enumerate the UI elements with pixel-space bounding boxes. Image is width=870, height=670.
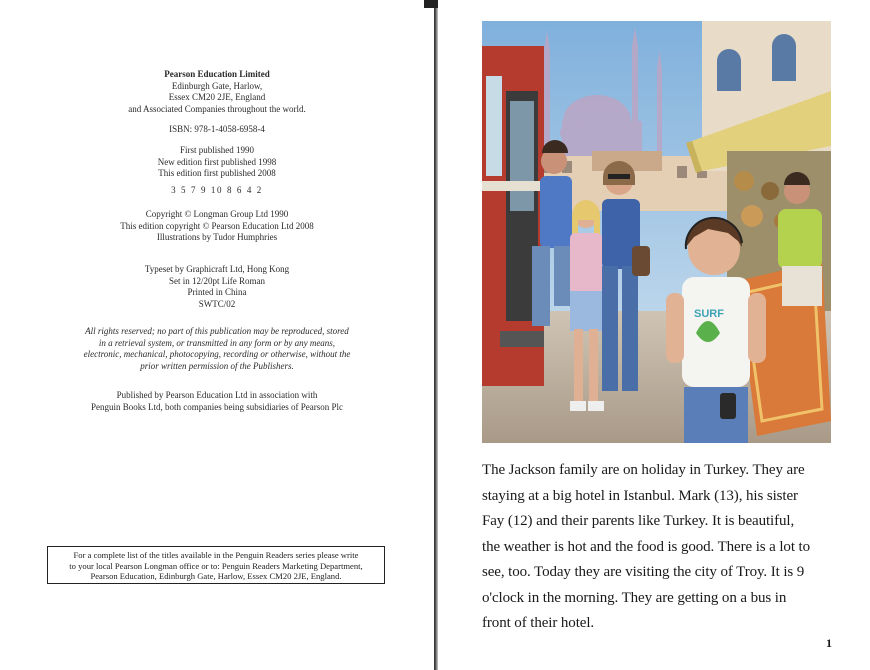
edition-line: First published 1990 [179,145,254,155]
story-line: Fay (12) and their parents like Turkey. It is beautiful, [482,513,795,529]
story-line: The Jackson family are on holiday in Turkey. They are [482,462,805,478]
story-line: see, too. Today they are visiting the city of Troy. It is 9 [482,564,805,580]
story-line: o'clock in the morning. They are getting on a bus in [482,589,787,606]
rights-line: prior written permission of the Publishers. [140,360,294,371]
typeset-block [40,264,394,310]
shirt-text: SURF [694,308,724,320]
story-line: staying at a big hotel in Istanbul. Mark (13), his sister [482,487,798,504]
typeset-line: Printed in China [187,287,247,297]
edition-line: New edition first published 1998 [157,156,277,167]
published-line: Published by Pearson Education Ltd in association with [116,390,318,400]
notice-line: Pearson Education, Edinburgh Gate, Harlow, Essex CM20 2JE, England. [90,571,342,581]
print-line [40,185,394,197]
readers-notice-box [47,546,385,584]
publisher-name: Pearson Education Limited [164,69,270,79]
editions-block [40,145,394,180]
address-line: and Associated Companies throughout the world. [128,103,306,114]
edition-line: This edition first published 2008 [158,168,276,178]
story-line: front of their hotel. [482,615,595,631]
copyright-line: Copyright © Longman Group Ltd 1990 [145,209,289,219]
typeset-line: Set in 12/20pt Life Roman [169,275,265,286]
page-number: 1 [826,636,832,650]
publisher-block [40,69,394,115]
typeset-line: SWTC/02 [198,298,236,309]
story-illustration [482,21,831,443]
print-number-line: 3 5 7 9 10 8 6 4 2 [171,185,263,195]
notice-line: to your local Pearson Longman office or to: Penguin Readers Marketing Department, [69,560,363,571]
copyright-block [40,209,394,244]
published-by-block [40,390,394,413]
rights-block [40,326,394,372]
address-line: Edinburgh Gate, Harlow, [171,80,263,91]
story-line: the weather is hot and the food is good. There is a lot to [482,538,811,555]
copyright-page [0,0,434,670]
rights-line: electronic, mechanical, photocopying, recording or otherwise, without the [83,349,351,359]
rights-line: in a retrieval system, or transmitted in any form or by any means, [98,337,336,348]
copyright-line: This edition copyright © Pearson Education Ltd 2008 [120,220,314,231]
illustrator-credit: Illustrations by Tudor Humphries [156,232,278,242]
published-line: Penguin Books Ltd, both companies being subsidiaries of Pearson Plc [91,401,343,412]
isbn: ISBN: 978-1-4058-6958-4 [169,124,265,134]
rights-line: All rights reserved; no part of this publication may be reproduced, stored [85,326,349,336]
story-page [438,0,870,670]
typeset-line: Typeset by Graphicraft Ltd, Hong Kong [144,264,290,274]
story-text [482,458,842,637]
notice-line: For a complete list of the titles available in the Penguin Readers series please write [73,550,359,560]
address-line: Essex CM20 2JE, England [168,92,266,102]
bus [482,46,544,386]
isbn-block [40,124,394,136]
